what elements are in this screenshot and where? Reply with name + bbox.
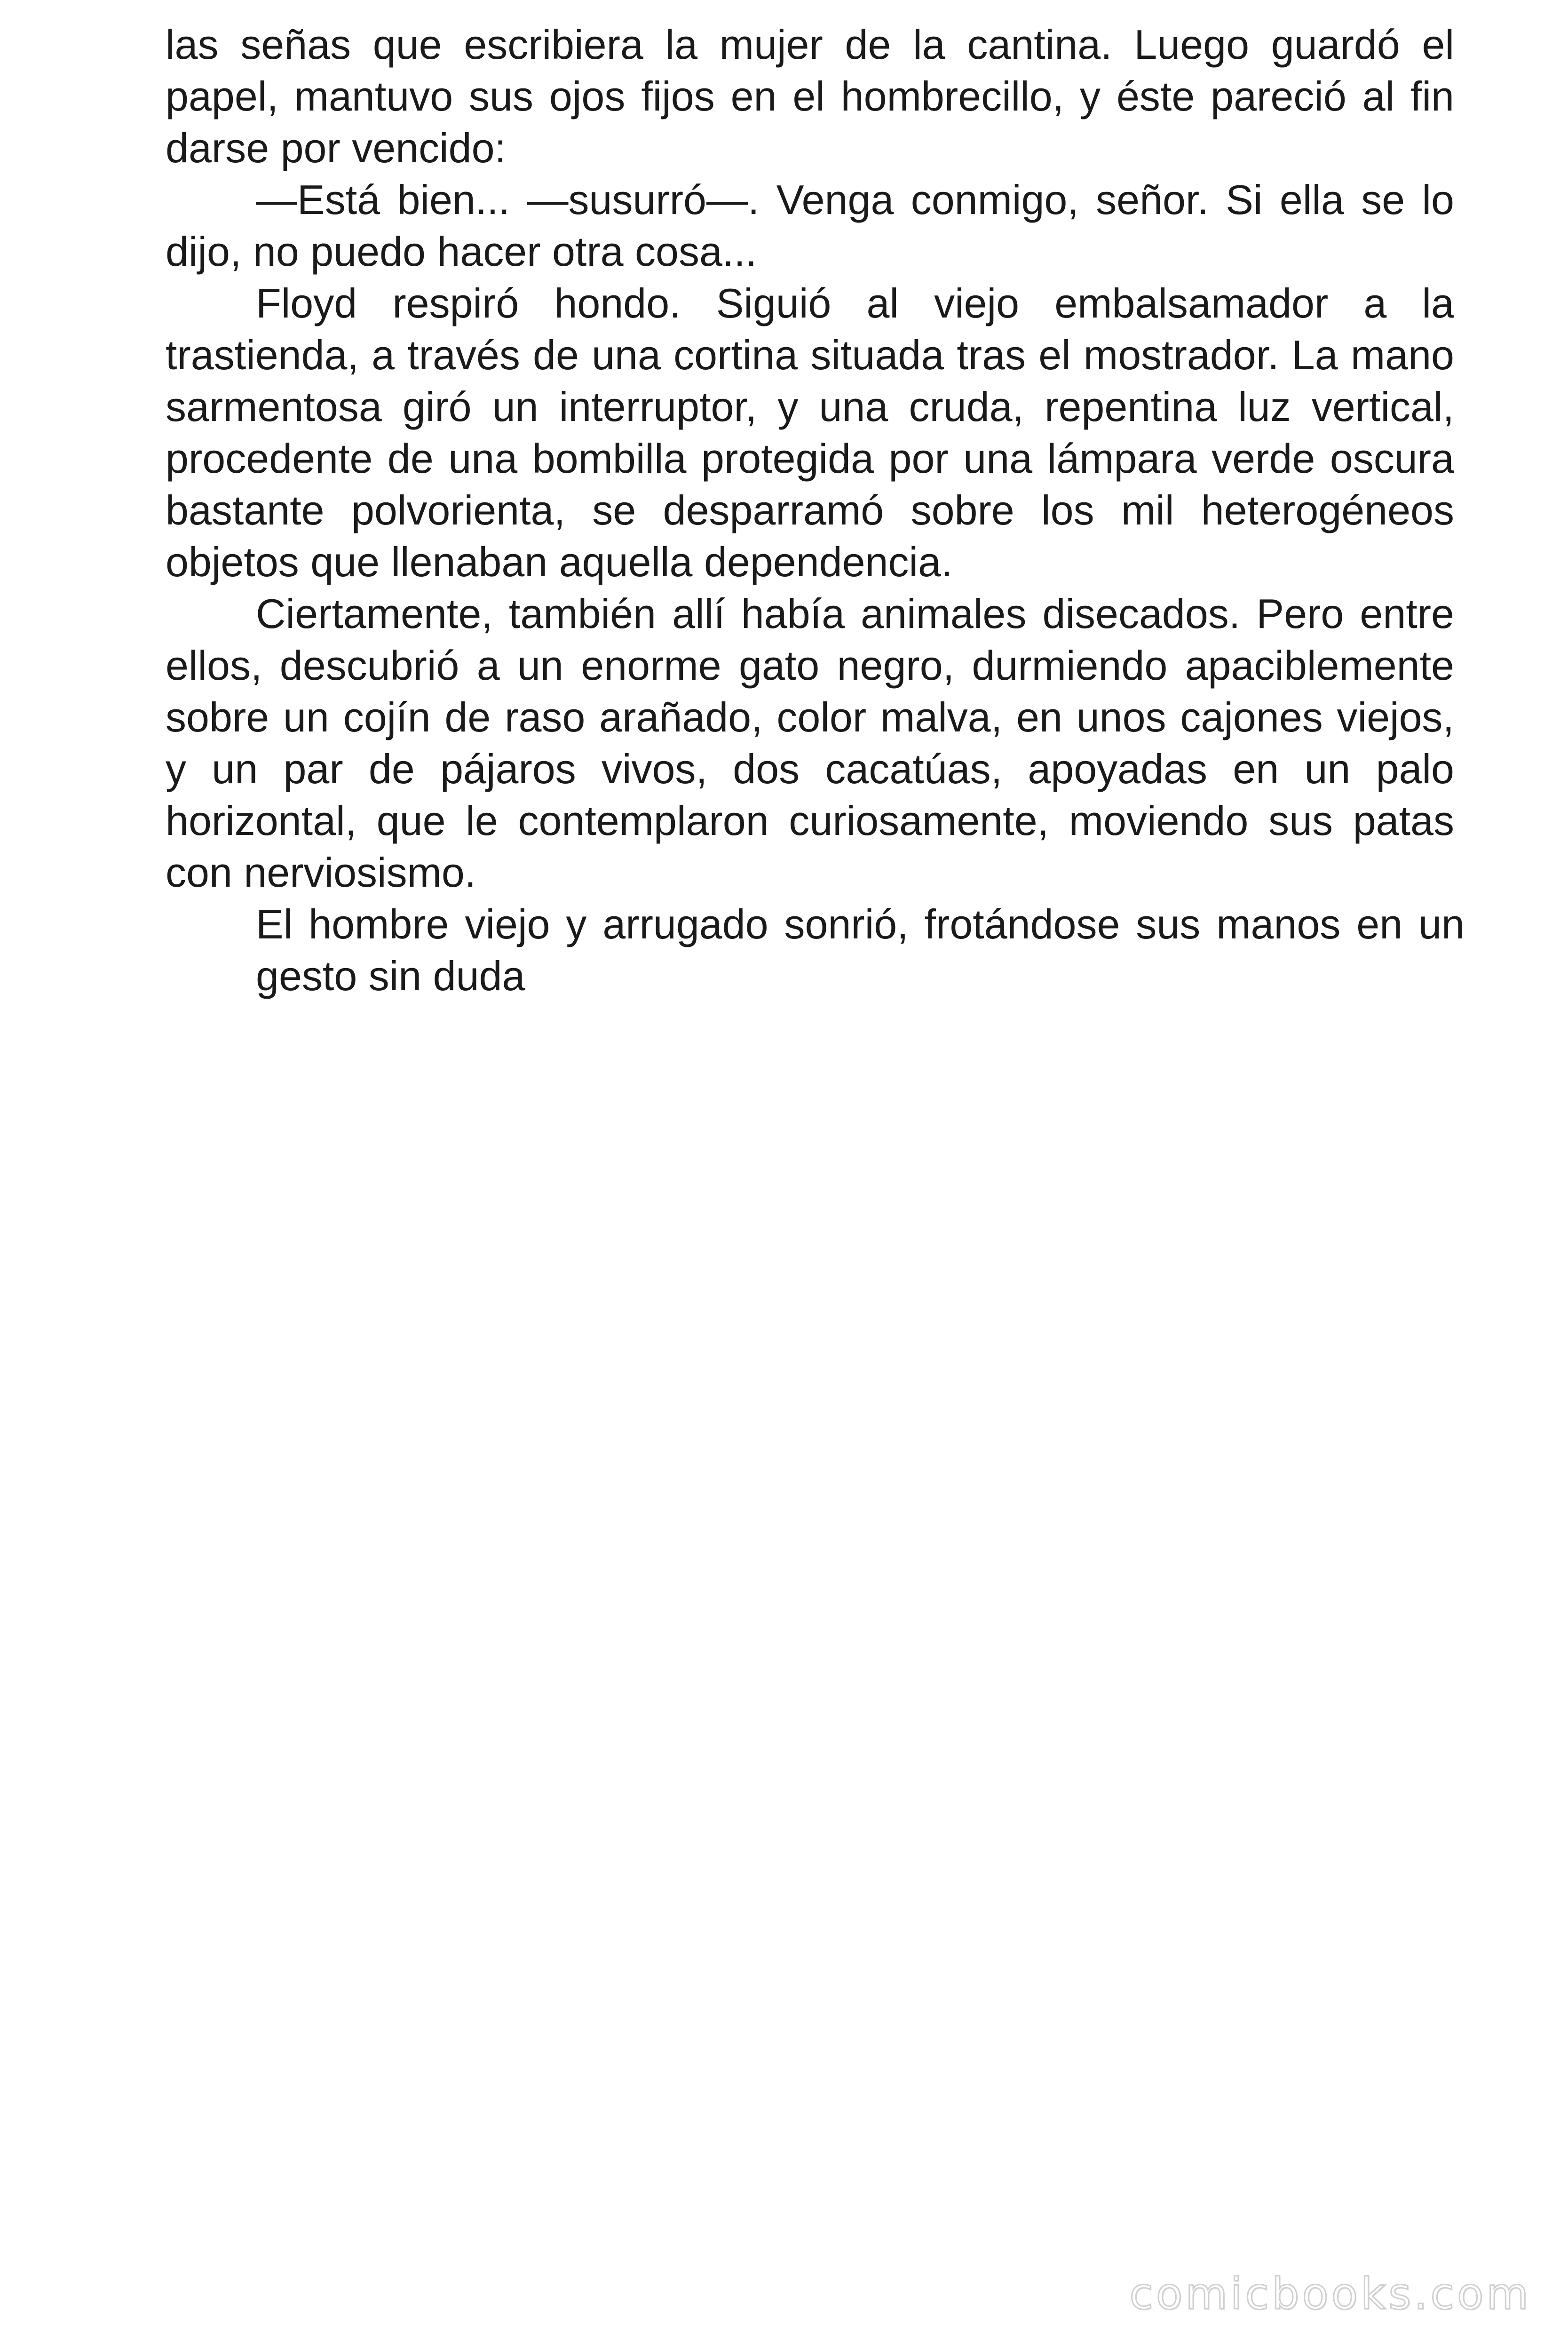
body-text [166,19,1465,1002]
paragraph: —Está bien... —susurró—. Venga conmigo, señor. Si ella se lo dijo, no puedo hacer otra cosa... [166,176,1454,275]
paragraph: las señas que escribiera la mujer de la cantina. Luego guardó el papel, mantuvo sus ojos fijos en el hombrecillo, y éste pareció al fin darse por vencido: [166,21,1454,171]
paragraph: El hombre viejo y arrugado sonrió, frotándose sus manos en un gesto sin duda [256,901,1465,999]
paragraph: Ciertamente, también allí había animales disecados. Pero entre ellos, descubrió a un enorme gato negro, durmiendo apaciblemente sobre un cojín de raso arañado, color malva, en unos cajones viejos, y un par de pájaros vivos, dos cacatúas, apoyadas en un palo horizontal, que le contemplaron curiosamente, moviendo sus patas con nerviosismo. [166,590,1454,896]
watermark-text: comicbooks.com [1129,2269,1531,2319]
paragraph: Floyd respiró hondo. Siguió al viejo embalsamador a la trastienda, a través de una cortina situada tras el mostrador. La mano sarmentosa giró un interruptor, y una cruda, repentina luz vertical, procedente de una bombilla protegida por una lámpara verde oscura bastante polvorienta, se desparramó sobre los mil heterogéneos objetos que llenaban aquella dependencia. [166,280,1454,585]
